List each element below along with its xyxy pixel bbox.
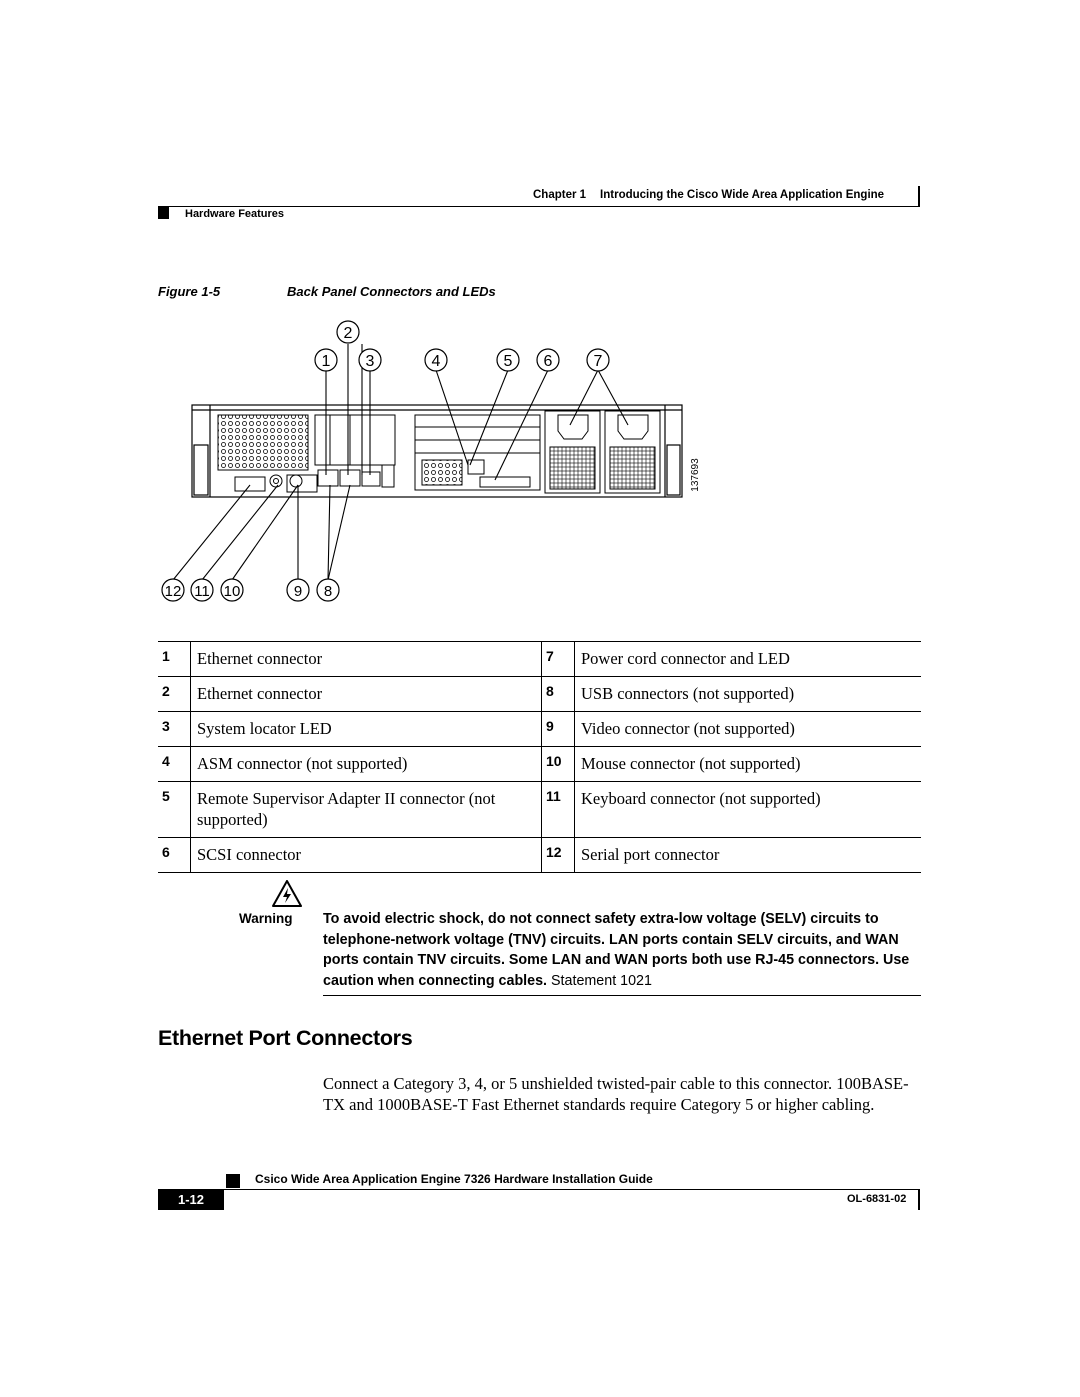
table-row — [158, 677, 921, 712]
legend-number: 2 — [158, 677, 191, 712]
legend-number: 7 — [542, 642, 575, 677]
table-row — [158, 712, 921, 747]
table-row — [158, 747, 921, 782]
legend-description: ASM connector (not supported) — [191, 747, 542, 782]
table-row — [158, 642, 921, 677]
warning-statement: Statement 1021 — [551, 972, 652, 989]
warning-label: Warning — [239, 911, 293, 926]
svg-text:7: 7 — [593, 353, 603, 370]
legend-number: 4 — [158, 747, 191, 782]
table-row — [158, 838, 921, 873]
svg-text:10: 10 — [223, 583, 241, 600]
art-id: 137693 — [690, 458, 701, 492]
svg-text:3: 3 — [365, 353, 375, 370]
svg-text:12: 12 — [164, 583, 182, 600]
legend-description: Keyboard connector (not supported) — [575, 782, 922, 838]
running-header — [533, 189, 884, 201]
body-paragraph: Connect a Category 3, 4, or 5 unshielded twisted-pair cable to this connector. 100BASE-TX and 1000BASE-T Fast Ethernet standards require Category 5 or higher cabling. — [323, 1074, 909, 1114]
vent-grille — [218, 415, 308, 470]
page-number: 1-12 — [158, 1190, 224, 1210]
footer-square-marker — [226, 1174, 240, 1188]
legend-description: Video connector (not supported) — [575, 712, 922, 747]
figure-title: Back Panel Connectors and LEDs — [287, 284, 496, 299]
legend-number: 1 — [158, 642, 191, 677]
warning-rule — [323, 995, 921, 996]
chapter-title: Introducing the Cisco Wide Area Application Engine — [600, 189, 885, 201]
svg-text:8: 8 — [323, 583, 333, 600]
svg-text:1: 1 — [321, 353, 331, 370]
legend-description: Ethernet connector — [191, 642, 542, 677]
legend-number: 6 — [158, 838, 191, 873]
legend-table — [158, 641, 921, 873]
warning-body: To avoid electric shock, do not connect safety extra-low voltage (SELV) circuits to telephone-network voltage (TNV) circuits. LAN ports contain SELV circuits, and WAN ports contain TNV circuits. Some LAN and WAN ports both use RJ-45 connectors. Use caution when connecting cables. — [323, 911, 910, 989]
back-panel-diagram — [150, 315, 720, 610]
legend-number: 10 — [542, 747, 575, 782]
footer-title: Csico Wide Area Application Engine 7326 Hardware Installation Guide — [255, 1172, 653, 1186]
header-bar — [918, 186, 920, 206]
legend-number: 8 — [542, 677, 575, 712]
legend-description: Mouse connector (not supported) — [575, 747, 922, 782]
footer-rule — [158, 1189, 920, 1190]
header-rule — [158, 206, 920, 207]
legend-description: SCSI connector — [191, 838, 542, 873]
legend-description: Serial port connector — [575, 838, 922, 873]
callouts-top — [315, 321, 609, 371]
legend-number: 11 — [542, 782, 575, 838]
section-heading: Ethernet Port Connectors — [158, 1026, 413, 1050]
legend-number: 9 — [542, 712, 575, 747]
legend-number: 12 — [542, 838, 575, 873]
svg-text:4: 4 — [431, 353, 441, 370]
warning-icon — [272, 880, 302, 907]
callouts-bottom — [162, 579, 339, 601]
legend-description: USB connectors (not supported) — [575, 677, 922, 712]
warning-text — [323, 909, 923, 991]
table-row — [158, 782, 921, 838]
svg-text:6: 6 — [543, 353, 553, 370]
svg-text:2: 2 — [343, 325, 353, 342]
power-supplies — [545, 411, 660, 493]
legend-number: 3 — [158, 712, 191, 747]
doc-number: OL-6831-02 — [847, 1193, 907, 1205]
legend-description: Ethernet connector — [191, 677, 542, 712]
legend-description: Power cord connector and LED — [575, 642, 922, 677]
section-breadcrumb: Hardware Features — [185, 208, 285, 220]
legend-description: System locator LED — [191, 712, 542, 747]
legend-number: 5 — [158, 782, 191, 838]
svg-text:9: 9 — [293, 583, 303, 600]
chapter-label: Chapter 1 — [533, 189, 587, 201]
footer-bar — [918, 1190, 920, 1210]
svg-text:5: 5 — [503, 353, 513, 370]
legend-description: Remote Supervisor Adapter II connector (not supported) — [191, 782, 542, 838]
svg-text:11: 11 — [194, 583, 210, 600]
figure-label: Figure 1-5 — [158, 284, 221, 299]
header-square-marker — [158, 207, 169, 219]
